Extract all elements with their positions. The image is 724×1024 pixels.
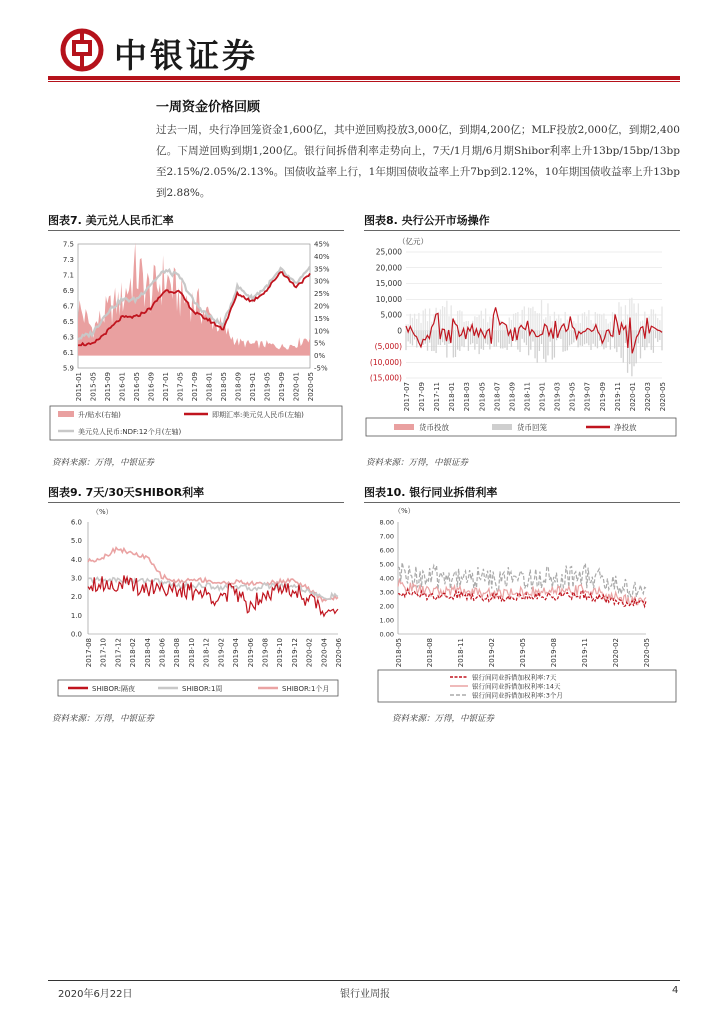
fig8-x-tick: 2019-07: [583, 382, 592, 412]
fig10-y-tick: 0.00: [379, 630, 394, 639]
fig8-bar-injection: [427, 321, 428, 331]
fig8-y-tick: (5,000): [374, 342, 402, 351]
fig8-y-tick: (15,000): [369, 373, 402, 383]
fig9-x-tick: 2019-06: [246, 638, 255, 668]
fig8-bar-withdrawal: [562, 331, 563, 352]
fig9-x-tick: 2020-02: [305, 638, 314, 668]
fig8-legend-net: 净投放: [614, 423, 637, 432]
fig9-unit: （%）: [92, 508, 113, 516]
fig8-bar-withdrawal: [571, 331, 572, 344]
fig9-x-tick: 2017-12: [114, 638, 123, 668]
fig8-bar-injection: [496, 315, 497, 331]
fig8-bar-injection: [552, 321, 553, 330]
fig7-left-tick: 7.1: [62, 271, 74, 280]
fig7-right-tick: -5%: [314, 364, 328, 373]
fig8-bar-withdrawal: [496, 331, 497, 347]
fig8-bar-injection: [504, 324, 505, 330]
fig8-x-tick: 2018-01: [448, 382, 457, 412]
fig9-legend-1: SHIBOR:1周: [182, 685, 223, 693]
fig8-bar-injection: [638, 303, 639, 330]
fig10-x-tick: 2018-08: [426, 638, 434, 668]
fig7-x-tick: 2018-01: [205, 372, 214, 402]
fig8-bar-injection: [601, 314, 602, 330]
fig8-legend-swatch-withdrawal: [492, 424, 512, 430]
fig8-bar-withdrawal: [532, 331, 533, 342]
fig8-y-tick: (10,000): [369, 357, 402, 367]
fig8-bar-injection: [539, 313, 540, 330]
footer-rule: [48, 980, 680, 981]
fig10-unit: （%）: [394, 507, 415, 515]
fig8-bar-withdrawal: [567, 331, 568, 351]
fig8-bar-injection: [429, 308, 430, 330]
fig7-right-tick: 0%: [314, 352, 326, 361]
fig8-bar-injection: [448, 316, 449, 330]
fig7-x-tick: 2015-09: [104, 372, 112, 402]
fig8-y-tick: 25,000: [375, 247, 402, 257]
fig8-bar-withdrawal: [590, 331, 591, 350]
fig7-x-tick: 2016-09: [147, 372, 156, 402]
fig8-bar-injection: [418, 313, 419, 331]
fig7-x-tick: 2019-05: [263, 372, 272, 402]
fig10-y-tick: 4.00: [379, 574, 394, 583]
fig8-x-tick: 2020-03: [643, 382, 652, 412]
fig8-legend-swatch-injection: [394, 424, 414, 430]
fig8-bar-withdrawal: [457, 331, 458, 350]
logo-text: 中银证券: [114, 36, 258, 75]
fig8-bar-injection: [498, 323, 499, 331]
fig7-left-tick: 6.3: [62, 333, 74, 342]
fig9-x-tick: 2018-10: [187, 638, 196, 668]
fig8-bar-withdrawal: [543, 331, 544, 359]
fig7-source: 资料来源：万得，中银证券: [52, 458, 155, 468]
fig8-bar-injection: [582, 314, 583, 331]
fig8-bar-withdrawal: [410, 331, 411, 344]
fig8-bar-injection: [631, 298, 632, 331]
fig7-x-tick: 2020-05: [307, 372, 315, 402]
fig7-x-tick: 2018-09: [234, 372, 243, 402]
fig8-bar-injection: [661, 307, 662, 331]
fig8-bar-withdrawal: [541, 331, 542, 344]
fig8-bar-injection: [481, 311, 482, 331]
fig9-title: 图表9. 7天/30天SHIBOR利率: [48, 486, 205, 499]
fig8-bar-injection: [547, 303, 548, 330]
fig8-bar-injection: [485, 308, 486, 330]
fig8-bar-injection: [425, 309, 426, 331]
fig7-left-tick: 6.1: [62, 349, 74, 357]
fig8-bar-injection: [455, 320, 456, 330]
fig8-bar-injection: [420, 323, 421, 331]
fig7-left-tick: 6.7: [62, 302, 74, 311]
fig10-legend-2: 银行间同业拆借加权利率:3个月: [472, 691, 563, 700]
fig8-bar-withdrawal: [661, 331, 662, 351]
fig8-bar-withdrawal: [640, 331, 641, 359]
fig8-bar-injection: [500, 321, 501, 331]
fig8-bar-withdrawal: [539, 331, 540, 351]
fig9-x-tick: 2019-08: [261, 638, 270, 668]
fig8-bar-withdrawal: [487, 331, 488, 345]
fig8-bar-withdrawal: [500, 331, 501, 349]
fig8-bar-injection: [584, 312, 585, 331]
fig8-bar-withdrawal: [569, 331, 570, 346]
fig8-bar-withdrawal: [526, 331, 527, 345]
fig8-bar-withdrawal: [646, 331, 647, 348]
fig7-title: 图表7. 美元兑人民币汇率: [48, 214, 174, 227]
fig8-bar-injection: [502, 323, 503, 331]
fig8-bar-withdrawal: [588, 331, 589, 346]
fig7-x-tick: 2018-05: [220, 372, 228, 402]
fig8-unit: （亿元）: [398, 237, 428, 246]
fig8-bar-withdrawal: [470, 331, 471, 345]
fig8-bar-withdrawal: [498, 331, 499, 343]
fig8-bar-injection: [636, 313, 637, 331]
fig8-bar-injection: [513, 314, 514, 331]
fig7-right-tick: 15%: [314, 314, 330, 323]
fig9-x-tick: 2019-04: [232, 638, 241, 668]
fig8-bar-injection: [558, 314, 559, 330]
fig9-x-tick: 2018-08: [173, 638, 182, 668]
fig7-legend-ndf: 美元兑人民币:NDF:12个月(左轴): [78, 428, 182, 436]
fig9-x-tick: 2020-06: [335, 638, 343, 668]
fig8-bar-injection: [644, 312, 645, 331]
fig7-x-tick: 2015-05: [89, 372, 98, 402]
fig8-bar-injection: [610, 322, 611, 331]
fig8-bar-withdrawal: [537, 331, 538, 363]
header-rule: [48, 76, 680, 80]
fig8-bar-withdrawal: [584, 331, 585, 345]
fig8-bar-injection: [599, 314, 600, 331]
fig8-x-tick: 2018-07: [493, 382, 502, 412]
fig10-y-tick: 5.00: [379, 560, 394, 569]
fig8-bar-withdrawal: [593, 331, 594, 344]
fig9-y-tick: 6.0: [70, 518, 82, 527]
fig7-legend-spot: 即期汇率:美元兑人民币(左轴): [212, 411, 304, 419]
fig8-x-tick: 2018-03: [463, 382, 472, 412]
fig9-legend-0: SHIBOR:隔夜: [92, 685, 135, 693]
fig9-y-tick: 1.0: [70, 611, 82, 620]
fig7-left-tick: 6.5: [62, 318, 74, 326]
fig10-source: 资料来源：万得，中银证券: [392, 714, 495, 724]
fig8-bar-injection: [590, 320, 591, 331]
fig10-title: 图表10. 银行同业拆借利率: [364, 486, 498, 499]
fig9-y-tick: 5.0: [70, 537, 82, 546]
fig7-left-tick: 5.9: [62, 364, 74, 373]
fig7-right-tick: 20%: [314, 302, 330, 311]
fig8-bar-withdrawal: [435, 331, 436, 353]
logo-mark: [60, 28, 104, 72]
fig8-bar-injection: [479, 315, 480, 331]
fig8-bar-injection: [659, 320, 660, 331]
fig9-y-tick: 2.0: [70, 593, 82, 602]
fig8-legend-injection: 货币投放: [419, 423, 449, 432]
fig8-bar-withdrawal: [433, 331, 434, 351]
fig8-bar-injection: [509, 318, 510, 331]
fig10-legend-1: 银行间同业拆借加权利率:14天: [472, 682, 561, 691]
fig9-x-tick: 2019-10: [276, 638, 285, 668]
fig8-bar-withdrawal: [528, 331, 529, 356]
fig8-bar-injection: [588, 310, 589, 331]
fig7-legend-swatch-premium: [58, 411, 74, 417]
fig10-x-tick: 2018-05: [395, 638, 403, 668]
fig8-y-tick: 0: [397, 326, 402, 336]
fig8-bar-injection: [612, 312, 613, 331]
fig8-bar-withdrawal: [522, 331, 523, 339]
fig8-x-tick: 2019-09: [598, 382, 607, 412]
fig8-bar-withdrawal: [636, 331, 637, 364]
fig9-x-tick: 2018-06: [158, 638, 167, 668]
fig8-x-tick: 2019-01: [538, 382, 547, 412]
fig8-bar-withdrawal: [423, 331, 424, 345]
fig7-right-tick: 25%: [314, 290, 330, 299]
fig9-x-tick: 2018-02: [129, 638, 138, 668]
section-paragraph: 过去一周，央行净回笼资金1,600亿，其中逆回购投放3,000亿，到期4,200亿；MLF投放2,000亿，到期2,400亿。下周逆回购到期1,200亿。银行间拆借利率走势向上，7天/1月期/6月期Shibor利率上升13bp/15bp/13bp至2.15%/2.05%/2.13%。国债收益率上行，1年期国债收益率上升7bp到2.12%，10年期国债收益率上升13bp到2.88%。: [156, 124, 680, 199]
section-title: 一周资金价格回顾: [156, 100, 261, 115]
fig10-x-tick: 2019-08: [550, 638, 558, 668]
fig9-legend-2: SHIBOR:1个月: [282, 685, 330, 693]
fig8-bar-injection: [657, 318, 658, 331]
fig7-x-tick: 2016-01: [118, 372, 127, 402]
fig10-y-tick: 8.00: [379, 518, 394, 527]
fig7-x-tick: 2019-09: [278, 372, 286, 402]
fig10-chart: [364, 504, 680, 704]
fig10-y-tick: 6.00: [379, 546, 394, 555]
fig7-right-tick: 30%: [314, 277, 330, 286]
fig9-x-tick: 2020-04: [320, 638, 329, 668]
fig7-x-tick: 2020-01: [292, 372, 301, 402]
fig8-bar-withdrawal: [586, 331, 587, 344]
fig7-right-tick: 10%: [314, 327, 330, 336]
footer-page: 4: [672, 985, 679, 996]
fig8-bar-withdrawal: [653, 331, 654, 353]
fig8-bar-withdrawal: [608, 331, 609, 342]
fig8-bar-injection: [605, 319, 606, 331]
fig8-rule: [364, 230, 680, 231]
fig8-bar-withdrawal: [573, 331, 574, 343]
fig8-bar-injection: [511, 320, 512, 331]
fig10-y-tick: 3.00: [379, 588, 394, 597]
fig8-bar-injection: [474, 316, 475, 331]
fig8-bar-withdrawal: [655, 331, 656, 338]
fig8-x-tick: 2018-11: [523, 382, 532, 412]
fig8-x-tick: 2017-09: [418, 382, 427, 412]
fig8-bar-withdrawal: [657, 331, 658, 342]
fig9-source: 资料来源：万得，中银证券: [52, 714, 155, 724]
fig8-bar-withdrawal: [616, 331, 617, 352]
fig7-x-tick: 2019-01: [249, 372, 257, 402]
fig7-right-tick: 40%: [314, 252, 330, 261]
fig8-bar-injection: [537, 313, 538, 331]
fig8-bar-injection: [580, 323, 581, 331]
fig8-bar-injection: [459, 310, 460, 330]
fig8-bar-withdrawal: [438, 331, 439, 345]
fig7-x-tick: 2016-05: [133, 372, 141, 402]
fig9-series-line-0: [88, 575, 338, 616]
fig10-y-tick: 1.00: [379, 616, 394, 625]
fig7-left-tick: 6.9: [62, 287, 74, 295]
fig8-chart: [364, 234, 680, 444]
fig8-bar-withdrawal: [519, 331, 520, 352]
fig8-bar-withdrawal: [481, 331, 482, 349]
fig10-x-tick: 2018-11: [457, 638, 465, 668]
fig8-x-tick: 2020-05: [659, 382, 667, 412]
bank-logo-icon: [60, 28, 104, 72]
fig8-bar-withdrawal: [620, 331, 621, 358]
fig8-bar-injection: [435, 308, 436, 331]
fig9-x-tick: 2018-12: [202, 638, 211, 668]
fig10-x-tick: 2020-02: [612, 638, 620, 668]
fig8-bar-injection: [483, 319, 484, 331]
fig8-x-tick: 2020-01: [628, 382, 637, 412]
fig7-rule: [48, 230, 344, 231]
fig8-bar-withdrawal: [504, 331, 505, 348]
fig10-rule: [364, 502, 680, 503]
fig8-bar-injection: [549, 316, 550, 331]
fig9-y-tick: 3.0: [70, 574, 82, 583]
fig8-bar-withdrawal: [453, 331, 454, 358]
fig8-bar-withdrawal: [565, 331, 566, 351]
fig9-x-tick: 2017-10: [99, 638, 108, 668]
fig7-right-tick: 45%: [314, 240, 330, 249]
fig8-bar-injection: [517, 312, 518, 331]
fig8-x-tick: 2017-07: [403, 382, 411, 412]
fig7-left-tick: 7.3: [62, 256, 74, 264]
fig7-right-tick: 5%: [314, 339, 326, 348]
fig8-bar-withdrawal: [455, 331, 456, 357]
fig8-y-tick: 5,000: [380, 310, 402, 320]
fig9-chart: [48, 504, 344, 704]
fig8-bar-withdrawal: [623, 331, 624, 363]
fig8-bar-injection: [466, 321, 467, 331]
fig8-x-tick: 2017-11: [433, 382, 442, 412]
fig8-bar-withdrawal: [560, 331, 561, 339]
fig8-y-tick: 20,000: [375, 263, 402, 273]
fig8-bar-withdrawal: [642, 331, 643, 347]
fig8-bar-withdrawal: [597, 331, 598, 349]
fig8-source: 资料来源：万得，中银证券: [366, 458, 469, 468]
fig8-bar-injection: [603, 313, 604, 330]
fig10-legend-0: 银行间同业拆借加权利率:7天: [472, 673, 557, 682]
fig8-bar-withdrawal: [502, 331, 503, 349]
fig9-rule: [48, 502, 344, 503]
fig9-x-tick: 2018-04: [143, 638, 152, 668]
fig8-bar-withdrawal: [651, 331, 652, 350]
fig8-bar-injection: [627, 314, 628, 330]
fig8-bar-injection: [414, 314, 415, 331]
fig10-x-tick: 2019-02: [488, 638, 496, 668]
fig8-bar-injection: [524, 306, 525, 330]
fig8-x-tick: 2019-03: [553, 382, 562, 412]
fig7-x-tick: 2015-01: [75, 372, 83, 402]
fig7-x-tick: 2017-09: [191, 372, 199, 402]
fig7-x-tick: 2017-01: [162, 372, 170, 402]
fig8-bar-injection: [423, 310, 424, 330]
fig8-bar-injection: [416, 319, 417, 331]
fig8-bar-withdrawal: [524, 331, 525, 343]
footer-date: 2020年6月22日: [58, 989, 133, 1000]
fig7-chart: [48, 234, 344, 444]
fig8-title: 图表8. 央行公开市场操作: [364, 214, 490, 227]
fig10-y-tick: 7.00: [379, 532, 394, 541]
fig8-bar-injection: [532, 307, 533, 331]
fig8-bar-withdrawal: [431, 331, 432, 351]
header-rule-thin: [48, 81, 680, 82]
fig9-y-tick: 4.0: [70, 555, 82, 564]
fig8-bar-injection: [461, 311, 462, 330]
fig8-bar-injection: [541, 300, 542, 331]
fig8-bar-withdrawal: [494, 331, 495, 347]
fig8-bar-injection: [545, 317, 546, 331]
fig9-x-tick: 2017-08: [85, 638, 93, 668]
fig8-bar-injection: [444, 307, 445, 331]
fig7-legend-premium: 升/贴水(右轴): [78, 411, 121, 419]
fig8-x-tick: 2019-05: [568, 382, 577, 412]
fig10-x-tick: 2019-11: [581, 638, 589, 668]
fig8-y-tick: 15,000: [375, 279, 402, 288]
fig9-y-tick: 0.0: [70, 630, 82, 639]
fig8-bar-withdrawal: [614, 331, 615, 349]
fig8-bar-injection: [440, 310, 441, 331]
fig8-x-tick: 2018-05: [478, 382, 487, 412]
fig8-bar-injection: [577, 315, 578, 330]
fig9-x-tick: 2019-12: [290, 638, 299, 668]
footer-doc-type: 银行业周报: [340, 989, 390, 1000]
fig8-bar-withdrawal: [545, 331, 546, 363]
fig8-bar-injection: [442, 306, 443, 331]
fig10-y-tick: 2.00: [379, 602, 394, 611]
fig9-x-tick: 2019-02: [217, 638, 226, 668]
fig8-bar-withdrawal: [659, 331, 660, 340]
fig8-bar-withdrawal: [595, 331, 596, 347]
fig7-left-tick: 7.5: [62, 240, 74, 249]
fig7-x-tick: 2017-05: [176, 372, 185, 402]
fig8-legend-withdrawal: 货币回笼: [517, 423, 547, 432]
fig8-bar-injection: [575, 323, 576, 330]
fig8-bar-withdrawal: [427, 331, 428, 351]
fig8-bar-injection: [633, 303, 634, 330]
fig8-bar-injection: [530, 308, 531, 331]
fig10-x-tick: 2019-05: [519, 638, 527, 668]
fig10-x-tick: 2020-05: [643, 638, 651, 668]
fig8-bar-injection: [534, 311, 535, 331]
fig8-y-tick: 10,000: [375, 294, 402, 304]
fig8-bar-withdrawal: [405, 331, 406, 350]
fig8-bar-injection: [412, 318, 413, 331]
fig8-bar-injection: [618, 302, 619, 331]
fig8-bar-injection: [446, 301, 447, 331]
fig8-x-tick: 2018-09: [508, 382, 517, 412]
fig8-x-tick: 2019-11: [613, 382, 622, 412]
fig7-right-tick: 35%: [314, 265, 330, 274]
fig8-bar-withdrawal: [468, 331, 469, 351]
